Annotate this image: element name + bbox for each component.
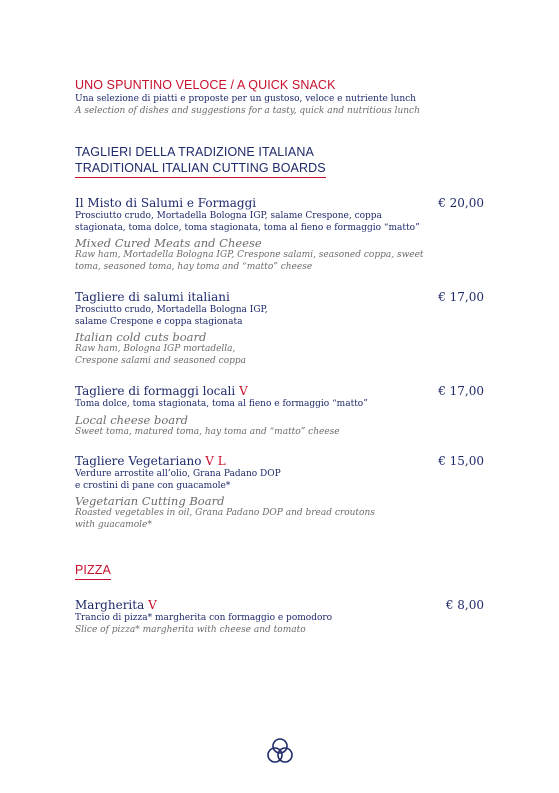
- boards-title-it: TAGLIERI DELLA TRADIZIONE ITALIANA: [75, 145, 314, 159]
- item-desc-en-1: Raw ham, Bologna IGP mortadella,: [75, 344, 236, 354]
- item-price: € 20,00: [438, 196, 484, 210]
- item-desc-it-1: Prosciutto crudo, Mortadella Bologna IGP, salame Crespone, coppa: [75, 211, 382, 221]
- item-desc-en-2: toma, seasoned toma, hay toma and “matto” cheese: [75, 261, 313, 272]
- boards-title-en: TRADITIONAL ITALIAN CUTTING BOARDS: [75, 161, 326, 178]
- item-desc-it-2: e crostini di pane con guacamole*: [75, 480, 231, 491]
- menu-item: [75, 290, 485, 367]
- item-price: € 8,00: [445, 598, 484, 612]
- boards-title-en-wrap: [75, 161, 326, 178]
- item-name-row: [75, 196, 485, 211]
- item-desc-it-1: Trancio di pizza* margherita con formaggio e pomodoro: [75, 613, 333, 623]
- menu-item: [75, 598, 485, 636]
- item-name-en: Vegetarian Cutting Board: [75, 494, 225, 508]
- item-name-en: Local cheese board: [75, 412, 189, 427]
- diet-tag: V L: [205, 454, 226, 468]
- item-name-en: Mixed Cured Meats and Cheese: [75, 236, 262, 250]
- item-desc-it-1: Toma dolce, toma stagionata, toma al fieno e formaggio “matto”: [75, 399, 368, 409]
- item-name: Tagliere di formaggi locali: [75, 384, 236, 398]
- pizza-title: PIZZA: [75, 563, 111, 580]
- item-name: Margherita: [75, 598, 145, 612]
- vegetarian-tag: V: [148, 598, 157, 612]
- item-desc-it-2: salame Crespone e coppa stagionata: [75, 316, 243, 327]
- item-price: € 17,00: [438, 384, 484, 398]
- item-price: € 17,00: [438, 290, 484, 304]
- quick-snack-title: UNO SPUNTINO VELOCE / A QUICK SNACK: [75, 78, 336, 92]
- item-name-en: Italian cold cuts board: [75, 330, 207, 344]
- item-name: Tagliere di salumi italiani: [75, 290, 230, 304]
- item-desc-en-1: Slice of pizza* margherita with cheese and tomato: [75, 624, 306, 635]
- vegetarian-tag: V: [239, 384, 248, 398]
- item-name-row: [75, 598, 485, 613]
- trefoil-logo-icon: [266, 736, 294, 766]
- item-desc-en-2: Crespone salami and seasoned coppa: [75, 355, 247, 366]
- menu-item: [75, 454, 485, 531]
- item-desc-en-1: Sweet toma, matured toma, hay toma and “matto” cheese: [75, 426, 340, 437]
- quick-snack-desc-it: Una selezione di piatti e proposte per un gustoso, veloce e nutriente lunch: [75, 94, 416, 104]
- quick-snack-desc-en: A selection of dishes and suggestions for a tasty, quick and nutritious lunch: [75, 106, 420, 116]
- item-desc-en-2: with guacamole*: [75, 519, 152, 530]
- item-name-row: [75, 454, 485, 469]
- item-desc-en-1: Roasted vegetables in oil, Grana Padano DOP and bread croutons: [75, 508, 375, 518]
- menu-item: [75, 196, 485, 273]
- pizza-title-wrap: [75, 563, 111, 580]
- item-price: € 15,00: [438, 454, 484, 468]
- item-desc-it-1: Prosciutto crudo, Mortadella Bologna IGP,: [75, 305, 268, 315]
- item-desc-it-1: Verdure arrostite all’olio, Grana Padano DOP: [75, 469, 281, 479]
- item-name: Il Misto di Salumi e Formaggi: [75, 196, 257, 210]
- item-desc-en-1: Raw ham, Mortadella Bologna IGP, Crespone salami, seasoned coppa, sweet: [75, 250, 424, 260]
- item-desc-it-2: stagionata, toma dolce, toma stagionata, toma al fieno e formaggio “matto”: [75, 222, 420, 233]
- item-name: Tagliere Vegetariano: [75, 454, 202, 468]
- menu-item: [75, 384, 485, 438]
- item-name-row: [75, 384, 485, 399]
